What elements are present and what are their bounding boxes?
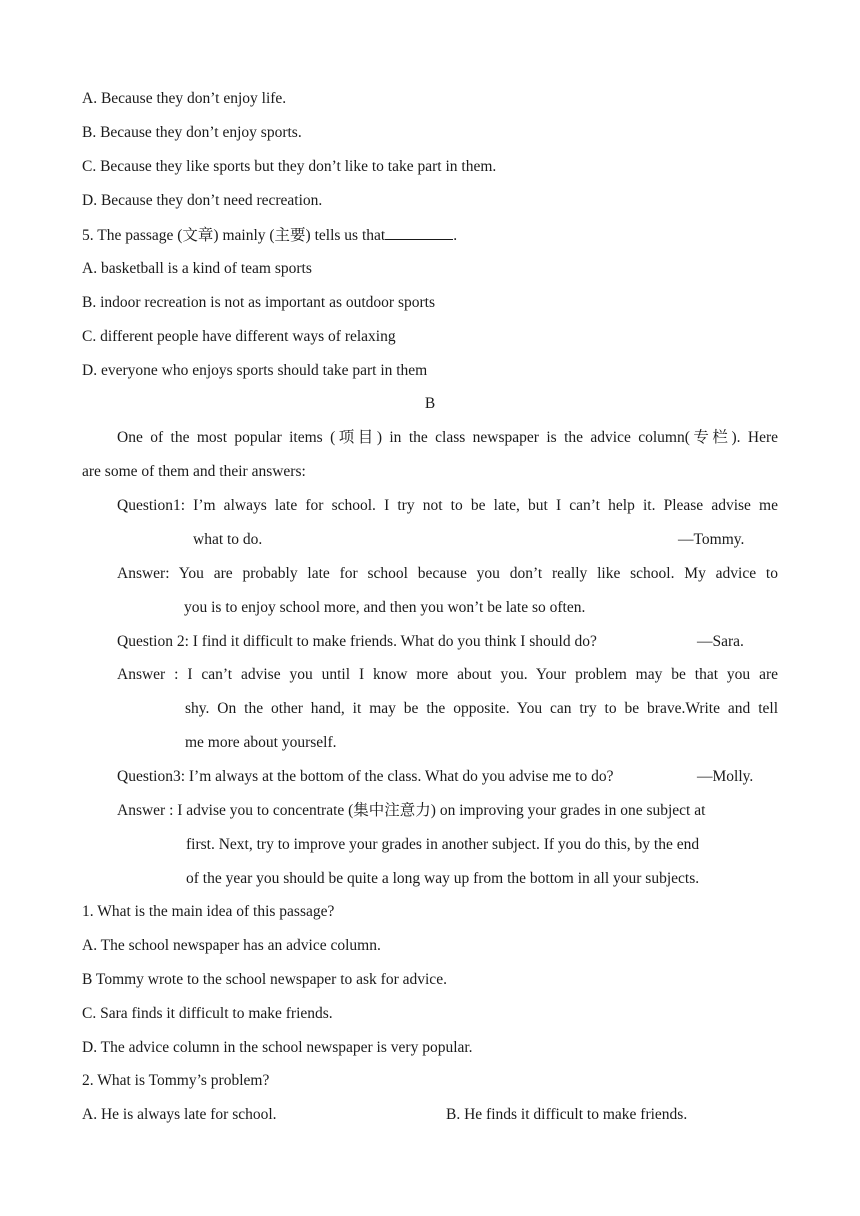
answer-blank <box>385 225 453 240</box>
question-1-line-1: Question1: I’m always late for school. I try not to be late, but I can’t help it. Please advise me <box>117 497 778 514</box>
q4-option-d: D. Because they don’t need recreation. <box>82 192 323 209</box>
answer-1-line-1: Answer: You are probably late for school because you don’t really like school. My advice to <box>117 565 778 582</box>
q5-option-c: C. different people have different ways of relaxing <box>82 328 396 345</box>
q5-stem-text: 5. The passage (文章) mainly (主要) tells us that <box>82 227 386 244</box>
question-2-line: Question 2: I find it difficult to make friends. What do you think I should do? <box>117 633 597 650</box>
q4-option-c: C. Because they like sports but they don’t like to take part in them. <box>82 158 497 175</box>
q4-option-b: B. Because they don’t enjoy sports. <box>82 124 302 141</box>
q5-option-b: B. indoor recreation is not as important as outdoor sports <box>82 294 435 311</box>
intro-line-1: One of the most popular items (项目) in the class newspaper is the advice column(专栏). Here <box>117 429 778 446</box>
question-1-option-a: A. The school newspaper has an advice column. <box>82 937 381 954</box>
signature-molly: —Molly. <box>697 768 754 785</box>
answer-2-line-2: shy. On the other hand, it may be the opposite. You can try to be brave.Write and tell <box>185 700 778 717</box>
question-1-option-b: B Tommy wrote to the school newspaper to ask for advice. <box>82 971 447 988</box>
answer-2-line-1: Answer : I can’t advise you until I know more about you. Your problem may be that you are <box>117 666 778 683</box>
q5-stem <box>82 225 457 245</box>
question-2-stem: 2. What is Tommy’s problem? <box>82 1072 270 1089</box>
question-3-line: Question3: I’m always at the bottom of the class. What do you advise me to do? <box>117 768 614 785</box>
question-1-stem: 1. What is the main idea of this passage? <box>82 903 335 920</box>
intro-line-2: are some of them and their answers: <box>82 463 306 480</box>
section-b-heading: B <box>424 395 436 412</box>
answer-3-line-1: Answer : I advise you to concentrate (集中注意力) on improving your grades in one subject at <box>117 802 706 819</box>
signature-sara: —Sara. <box>697 633 744 650</box>
answer-1-line-2: you is to enjoy school more, and then you won’t be late so often. <box>184 599 586 616</box>
q5-option-a: A. basketball is a kind of team sports <box>82 260 312 277</box>
q4-option-a: A. Because they don’t enjoy life. <box>82 90 287 107</box>
answer-3-line-3: of the year you should be quite a long way up from the bottom in all your subjects. <box>186 870 700 887</box>
question-1-option-d: D. The advice column in the school newspaper is very popular. <box>82 1039 473 1056</box>
q5-stem-end: . <box>453 227 458 244</box>
answer-3-line-2: first. Next, try to improve your grades in another subject. If you do this, by the end <box>186 836 700 853</box>
question-2-option-b: B. He finds it difficult to make friends. <box>446 1106 688 1123</box>
question-1-line-2: what to do. <box>193 531 263 548</box>
answer-2-line-3: me more about yourself. <box>185 734 337 751</box>
signature-tommy: —Tommy. <box>678 531 745 548</box>
question-1-option-c: C. Sara finds it difficult to make friends. <box>82 1005 333 1022</box>
question-2-option-a: A. He is always late for school. <box>82 1106 277 1123</box>
q5-option-d: D. everyone who enjoys sports should take part in them <box>82 362 428 379</box>
